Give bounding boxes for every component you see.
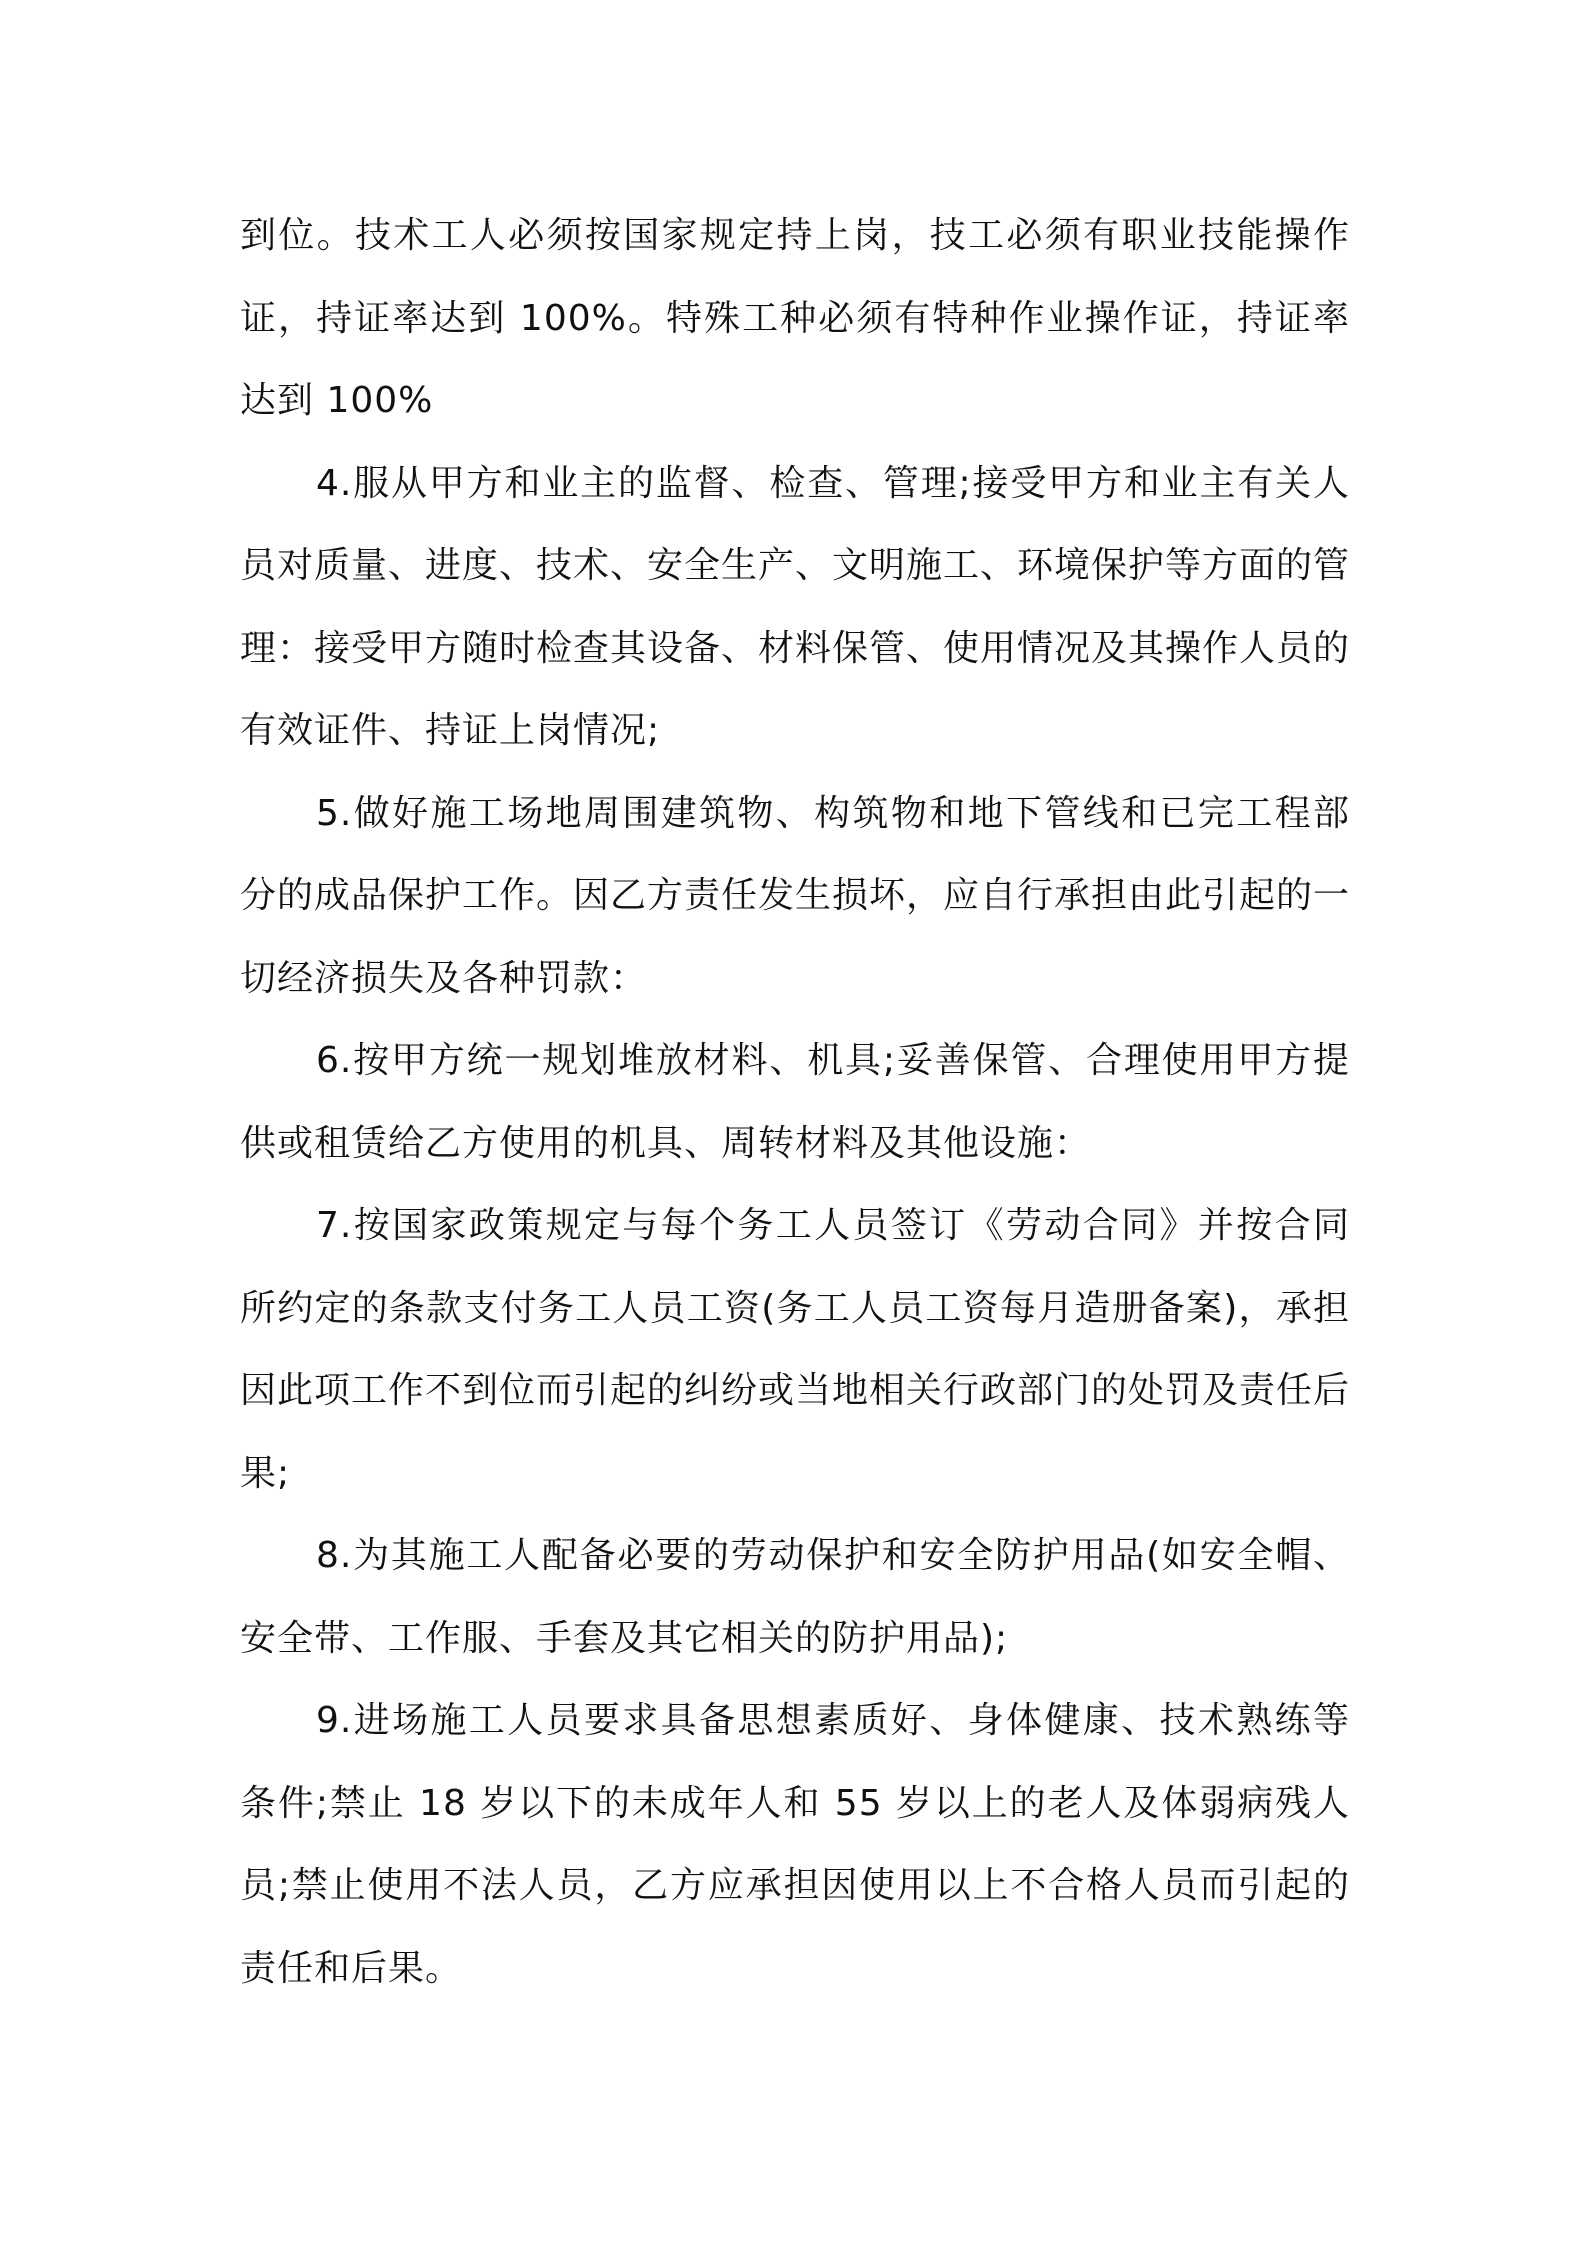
- paragraph-item-4: 4.服从甲方和业主的监督、检查、管理;接受甲方和业主有关人员对质量、进度、技术、安全生产、文明施工、环境保护等方面的管理：接受甲方随时检查其设备、材料保管、使用情况及其操作人员的有效证件、持证上岗情况;: [240, 462, 1351, 751]
- paragraph-item-8: 8.为其施工人配备必要的劳动保护和安全防护用品(如安全帽、安全带、工作服、手套及其它相关的防护用品);: [240, 1535, 1350, 1659]
- paragraph-item-6: 6.按甲方统一规划堆放材料、机具;妥善保管、合理使用甲方提供或租赁给乙方使用的机具、周转材料及其他设施：: [240, 1040, 1350, 1164]
- paragraph-item-7: 7.按国家政策规定与每个务工人员签订《劳动合同》并按合同所约定的条款支付务工人员工资(务工人员工资每月造册备案)，承担因此项工作不到位而引起的纠纷或当地相关行政部门的处罚及责任后果;: [240, 1205, 1351, 1494]
- document-body: [240, 195, 1350, 2010]
- paragraph-item-9: 9.进场施工人员要求具备思想素质好、身体健康、技术熟练等条件;禁止 18 岁以下的未成年人和 55 岁以上的老人及体弱病残人员;禁止使用不法人员，乙方应承担因使用以上不合格人员而引起的责任和后果。: [240, 1700, 1350, 1989]
- paragraph-continuation: 到位。技术工人必须按国家规定持上岗，技工必须有职业技能操作证，持证率达到 100%。特殊工种必须有特种作业操作证，持证率达到 100%: [240, 215, 1350, 421]
- paragraph-item-5: 5.做好施工场地周围建筑物、构筑物和地下管线和已完工程部分的成品保护工作。因乙方责任发生损坏，应自行承担由此引起的一切经济损失及各种罚款：: [240, 792, 1351, 999]
